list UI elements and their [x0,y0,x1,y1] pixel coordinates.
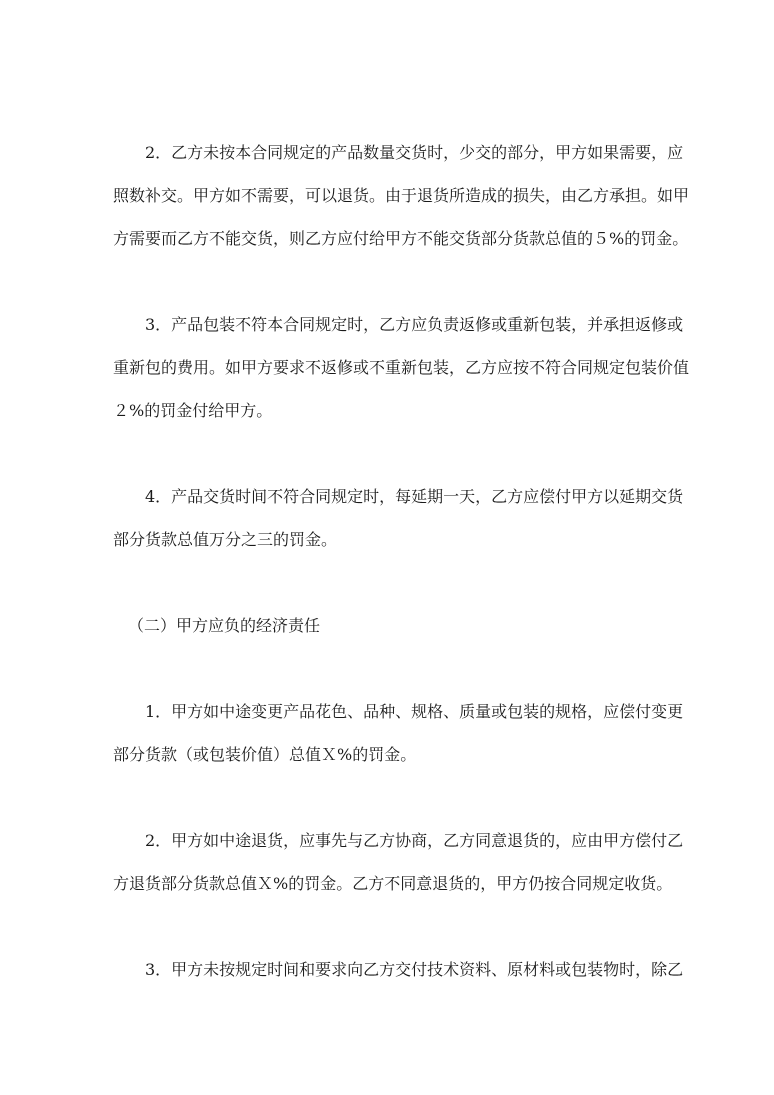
text-line: 2．甲方如中途退货，应事先与乙方协商，乙方同意退货的，应由甲方偿付乙 [145,831,684,850]
text-line: 1．甲方如中途变更产品花色、品种、规格、质量或包装的规格，应偿付变更 [145,702,684,721]
text-line: 3．产品包装不符本合同规定时，乙方应负责返修或重新包装，并承担返修或 [145,315,684,334]
text-line: ２%的罚金付给甲方。 [113,401,273,420]
text-line: 方退货部分货款总值Ｘ%的罚金。乙方不同意退货的，甲方仍按合同规定收货。 [113,874,673,893]
section-heading: （二）甲方应负的经济责任 [128,616,321,635]
text-line: 部分货款总值万分之三的罚金。 [113,530,338,549]
text-line: 3．甲方未按规定时间和要求向乙方交付技术资料、原材料或包装物时，除乙 [145,960,684,979]
text-line: 部分货款（或包装价值）总值Ｘ%的罚金。 [113,745,417,764]
text-line: 4．产品交货时间不符合同规定时，每延期一天，乙方应偿付甲方以延期交货 [145,487,684,506]
text-line: 照数补交。甲方如不需要，可以退货。由于退货所造成的损失，由乙方承担。如甲 [113,186,690,205]
text-line: 重新包的费用。如甲方要求不返修或不重新包装，乙方应按不符合同规定包装价值 [113,358,690,377]
text-line: 方需要而乙方不能交货，则乙方应付给甲方不能交货部分货款总值的５%的罚金。 [113,229,689,248]
text-line: 2．乙方未按本合同规定的产品数量交货时，少交的部分，甲方如果需要，应 [145,143,684,162]
